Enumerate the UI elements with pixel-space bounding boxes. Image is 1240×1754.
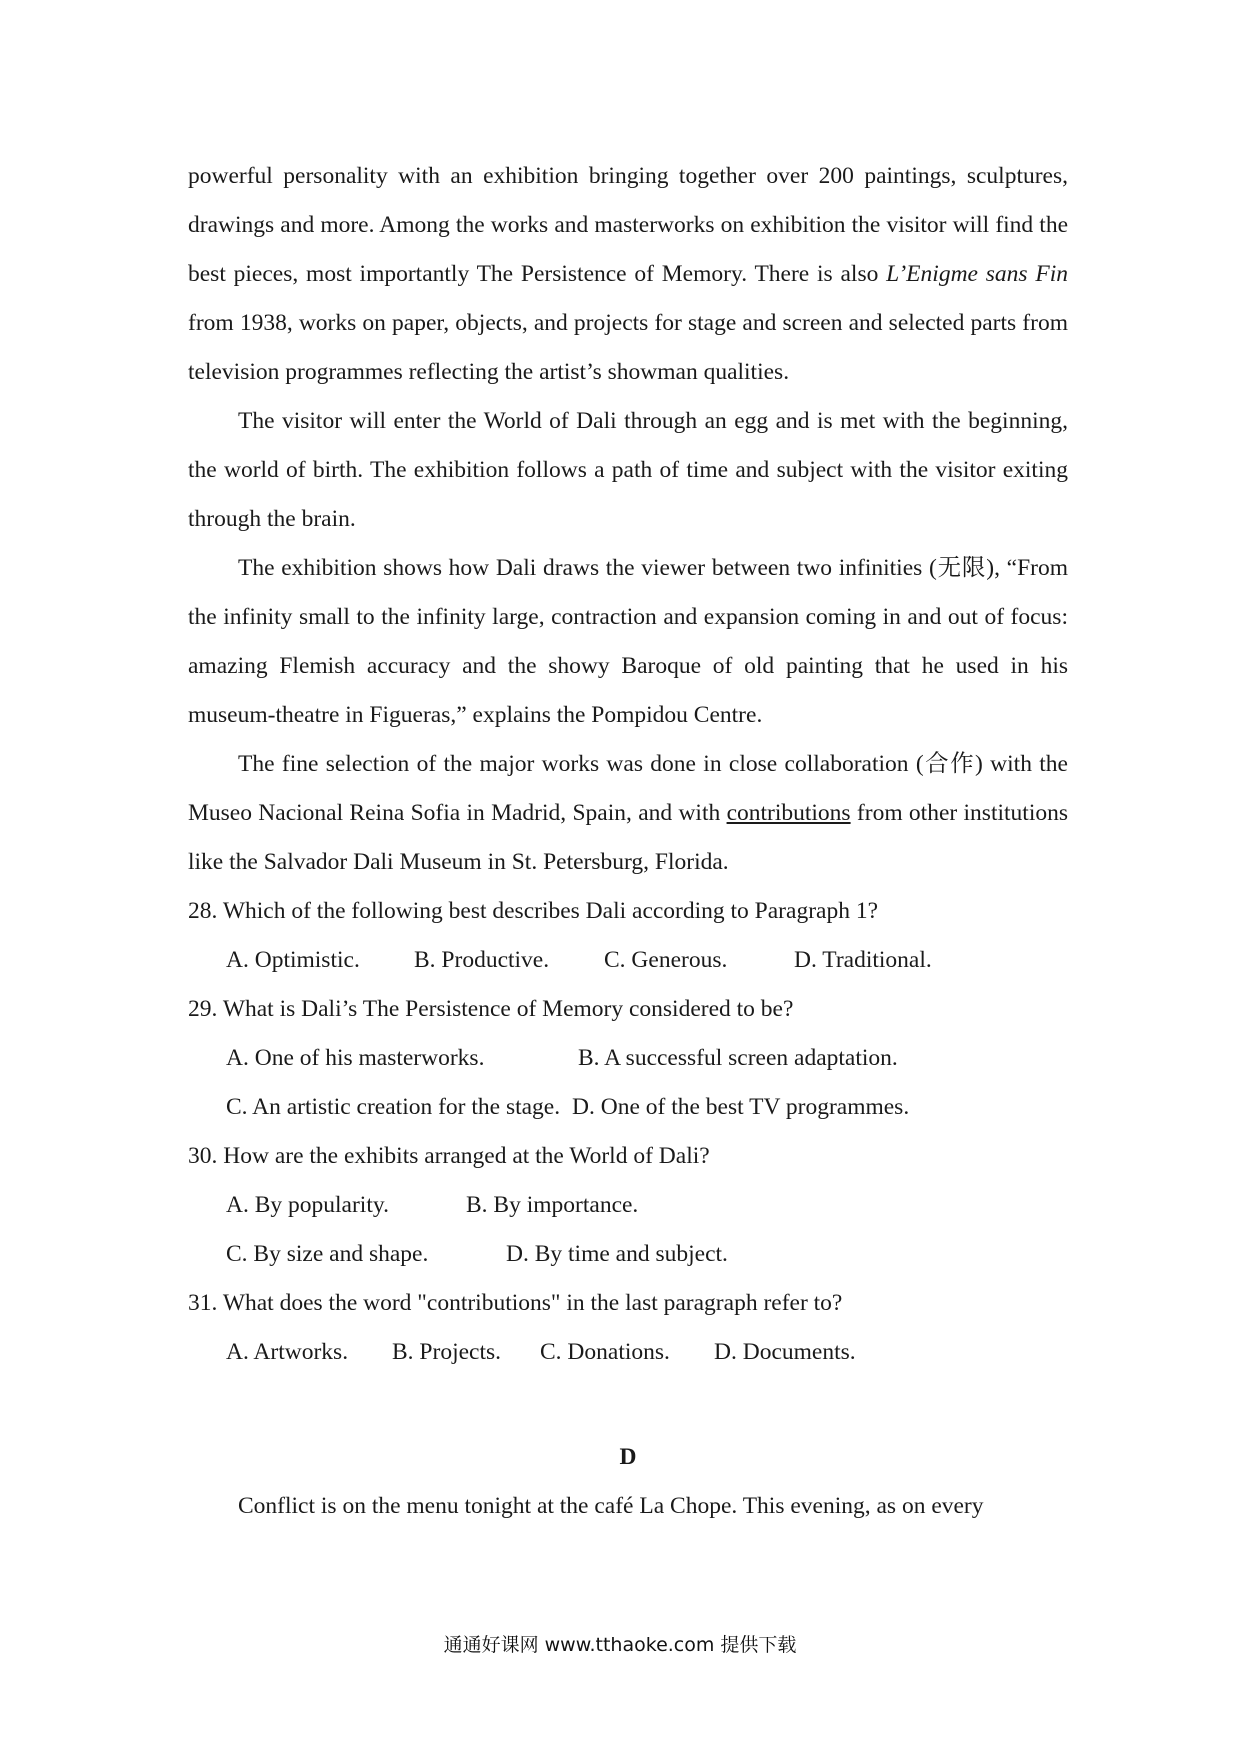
- question-28-option-a: A. Optimistic.: [226, 947, 360, 973]
- passage-paragraph-3: The exhibition shows how Dali draws the viewer between two infinities (无限), “From the infinity small to the infinity large, contraction and expansion coming in and out of focus: amazing Flemish accuracy and the showy Baroque of old painting that he used in his museum-theatre in Figueras,” explains the Pompidou Centre.: [188, 555, 1068, 728]
- passage-paragraph-2: The visitor will enter the World of Dali through an egg and is met with the beginning, the world of birth. The exhibition follows a path of time and subject with the visitor exiting through the brain.: [188, 408, 1068, 532]
- question-30-option-d: D. By time and subject.: [506, 1241, 728, 1267]
- question-29-stem: 29. What is Dali’s The Persistence of Memory considered to be?: [188, 996, 794, 1022]
- page-content: [188, 152, 1068, 1531]
- underlined-word: contributions: [726, 800, 851, 826]
- paragraph-1-text-b: from 1938, works on paper, objects, and projects for stage and screen and selected parts from television programmes reflecting the artist’s showman qualities.: [188, 310, 1068, 385]
- question-28-stem: 28. Which of the following best describes Dali according to Paragraph 1?: [188, 898, 879, 924]
- question-30-options-row-2: [226, 1230, 1068, 1279]
- question-28-option-d: D. Traditional.: [794, 947, 932, 973]
- paragraph-1-text-a: powerful personality with an exhibition bringing together over 200 paintings, sculptures, drawings and more. Among the works and masterworks on exhibition the visitor will find the best pieces, most importantly The Persistence of Memory. There is also: [188, 163, 1068, 287]
- question-28-option-b: B. Productive.: [414, 947, 550, 973]
- passage-paragraph-4: [188, 740, 1068, 887]
- question-31-options: [226, 1328, 1068, 1377]
- question-31-option-c: C. Donations.: [540, 1339, 670, 1365]
- question-29-options-row-2: [226, 1083, 1068, 1132]
- passage-paragraph-1: [188, 152, 1068, 397]
- question-31-stem: 31. What does the word "contributions" in the last paragraph refer to?: [188, 1290, 843, 1316]
- question-29-option-d: D. One of the best TV programmes.: [572, 1094, 910, 1120]
- question-30-stem: 30. How are the exhibits arranged at the World of Dali?: [188, 1143, 710, 1169]
- question-31-option-a: A. Artworks.: [226, 1339, 349, 1365]
- question-30-option-c: C. By size and shape.: [226, 1241, 429, 1267]
- paragraph-4-text-a: The fine selection of the major works was done in close collaboration (合作) with the Museo Nacional Reina Sofia in Madrid, Spain, and with: [188, 751, 1068, 826]
- question-29-option-b: B. A successful screen adaptation.: [578, 1045, 898, 1071]
- question-28-option-c: C. Generous.: [604, 947, 728, 973]
- section-d-first-line: Conflict is on the menu tonight at the café La Chope. This evening, as on every: [238, 1493, 984, 1519]
- question-29-option-c: C. An artistic creation for the stage.: [226, 1094, 561, 1120]
- paragraph-4-text-b: from other institutions like the Salvador Dali Museum in St. Petersburg, Florida.: [188, 800, 1068, 875]
- question-29-option-a: A. One of his masterworks.: [226, 1045, 485, 1071]
- question-30-option-a: A. By popularity.: [226, 1192, 389, 1218]
- question-29-options-row-1: [226, 1034, 1068, 1083]
- artwork-title-italic: L’Enigme sans Fin: [886, 261, 1068, 287]
- section-d-heading: D: [619, 1444, 637, 1470]
- page-footer: 通通好课网 www.tthaoke.com 提供下载: [443, 1634, 797, 1656]
- question-30-options-row-1: [226, 1181, 1068, 1230]
- question-30-option-b: B. By importance.: [466, 1192, 639, 1218]
- question-31-option-d: D. Documents.: [714, 1339, 856, 1365]
- question-28-options: [226, 936, 1068, 985]
- question-31-option-b: B. Projects.: [392, 1339, 502, 1365]
